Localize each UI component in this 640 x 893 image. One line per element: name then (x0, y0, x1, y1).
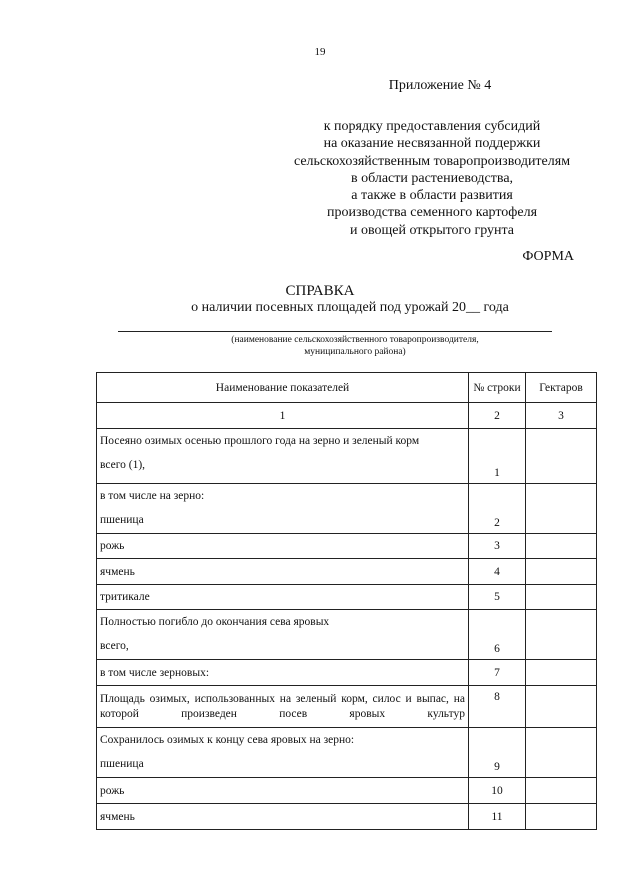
hectares-cell[interactable] (526, 804, 597, 830)
header-indicator: Наименование показателей (97, 373, 469, 403)
column-number: 1 (97, 403, 469, 429)
row-text: в том числе зерновых: (97, 660, 469, 686)
row-number: 10 (469, 778, 526, 804)
hectares-cell[interactable] (526, 728, 597, 778)
table-row (97, 610, 597, 660)
row-number: 3 (469, 534, 526, 559)
table-header-row (97, 373, 597, 403)
appendix-line: сельскохозяйственным товаропроизводителям (293, 153, 571, 169)
table-row (97, 484, 597, 534)
table-row (97, 804, 597, 830)
appendix-description (262, 118, 602, 239)
row-text: рожь (97, 778, 469, 804)
hectares-cell[interactable] (526, 686, 597, 728)
row-label (97, 484, 469, 534)
table-row (97, 559, 597, 585)
document-subtitle: о наличии посевных площадей под урожай 20__ года (191, 300, 509, 315)
areas-table (96, 372, 597, 830)
hectares-cell[interactable] (526, 778, 597, 804)
hectares-cell[interactable] (526, 534, 597, 559)
appendix-line: в области растениеводства, (350, 170, 514, 186)
row-title: Сохранилось озимых к концу сева яровых на зерно: (100, 734, 355, 746)
row-number: 1 (469, 429, 526, 484)
hectares-cell[interactable] (526, 610, 597, 660)
row-text: пшеница (100, 758, 144, 770)
table-column-numbers-row (97, 403, 597, 429)
row-title: Посеяно озимых осенью прошлого года на зерно и зеленый корм (100, 435, 420, 447)
row-number: 11 (469, 804, 526, 830)
row-number: 7 (469, 660, 526, 686)
hint-line: муниципального района) (304, 347, 406, 357)
row-text: всего (1), (100, 459, 146, 471)
row-number: 9 (469, 728, 526, 778)
producer-name-line (118, 331, 552, 332)
row-label (97, 429, 469, 484)
row-text: Площадь озимых, использованных на зеленый корм, силос и выпас, на которой произведен посев яровых культур (97, 686, 469, 728)
appendix-title: Приложение № 4 (388, 78, 492, 93)
table-row (97, 728, 597, 778)
column-number: 2 (469, 403, 526, 429)
table-row (97, 534, 597, 559)
row-text: тритикале (97, 585, 469, 610)
row-text: пшеница (100, 514, 144, 526)
appendix-line: производства семенного картофеля (326, 205, 538, 221)
row-label (97, 610, 469, 660)
producer-name-hint (130, 334, 580, 358)
appendix-line: и овощей открытого грунта (349, 222, 514, 238)
table-row (97, 660, 597, 686)
header-line-number: № строки (469, 373, 526, 403)
hectares-cell[interactable] (526, 559, 597, 585)
document-title: СПРАВКА (285, 283, 355, 299)
header-hectares: Гектаров (526, 373, 597, 403)
table-row (97, 686, 597, 728)
hectares-cell[interactable] (526, 660, 597, 686)
appendix-line: на оказание несвязанной поддержки (323, 136, 541, 152)
table-row (97, 585, 597, 610)
row-number: 4 (469, 559, 526, 585)
page-number: 19 (314, 46, 326, 58)
hectares-cell[interactable] (526, 585, 597, 610)
table-row (97, 778, 597, 804)
row-text: ячмень (97, 559, 469, 585)
row-number: 8 (469, 686, 526, 728)
appendix-line: к порядку предоставления субсидий (323, 119, 541, 134)
column-number: 3 (526, 403, 597, 429)
appendix-line: а также в области развития (351, 188, 513, 204)
hectares-cell[interactable] (526, 429, 597, 484)
form-label: ФОРМА (522, 249, 574, 264)
row-label (97, 728, 469, 778)
row-number: 6 (469, 610, 526, 660)
hint-line: (наименование сельскохозяйственного товаропроизводителя, (231, 335, 479, 345)
row-text: всего, (100, 640, 129, 652)
row-text: рожь (97, 534, 469, 559)
row-number: 5 (469, 585, 526, 610)
table-row (97, 429, 597, 484)
row-title: Полностью погибло до окончания сева яровых (100, 616, 330, 628)
row-text: ячмень (97, 804, 469, 830)
row-title: в том числе на зерно: (100, 490, 205, 502)
row-number: 2 (469, 484, 526, 534)
hectares-cell[interactable] (526, 484, 597, 534)
